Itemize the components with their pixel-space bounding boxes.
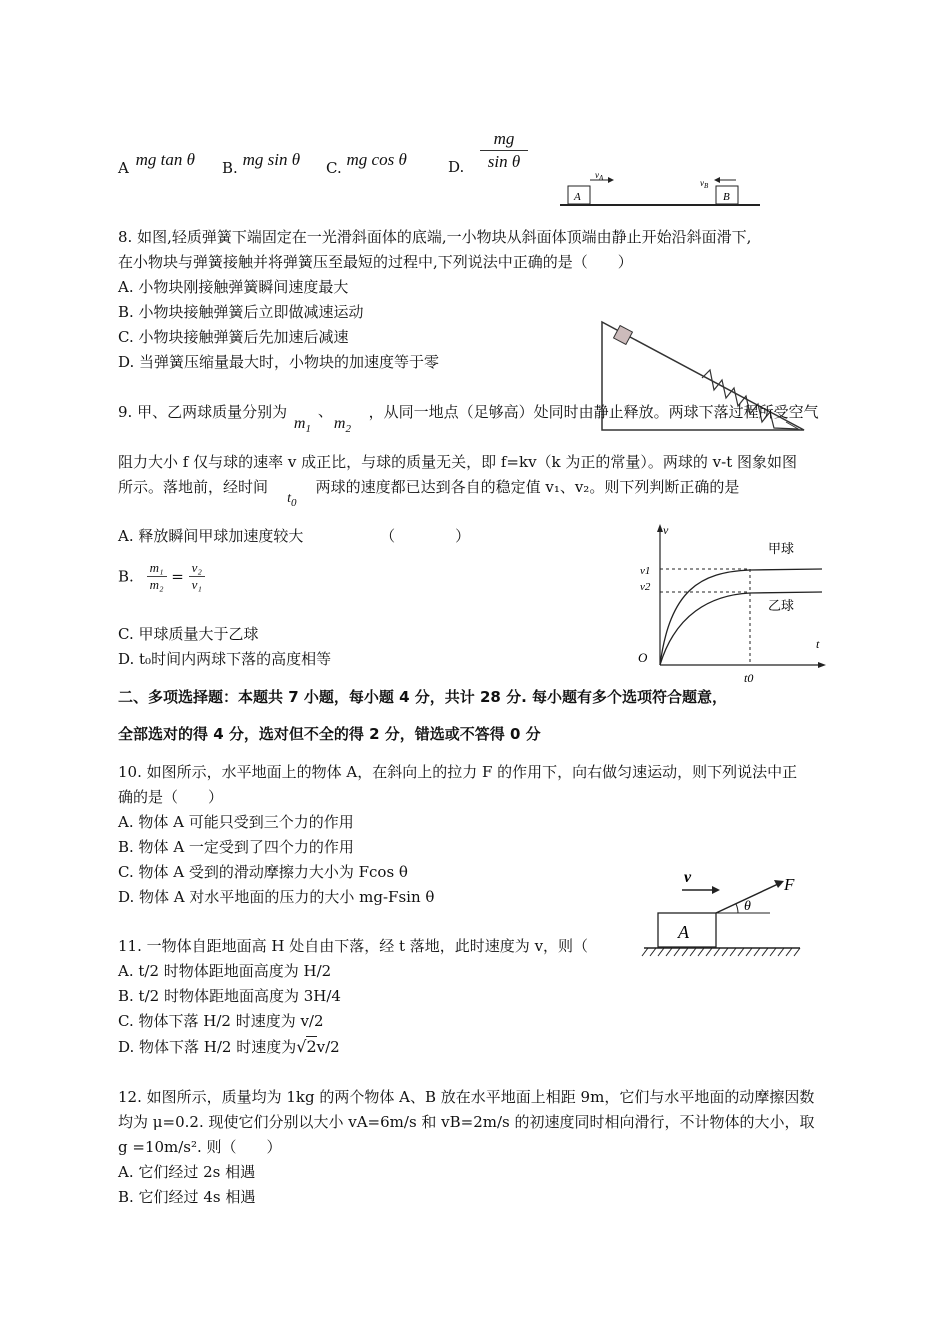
vt-origin: O: [638, 650, 648, 665]
q7-option-c-expr: mg cos θ: [346, 150, 407, 169]
q11-option-b: B. t/2 时物体距地面高度为 3H/4: [118, 987, 341, 1005]
q7-option-a: A mg tan θ: [118, 150, 195, 177]
q10-stem-line1: 10. 如图所示，水平地面上的物体 A，在斜向上的拉力 F 的作用下，向右做匀速运动，则下列说法中正: [118, 763, 798, 781]
q11-option-d-sqrt: 2: [306, 1037, 317, 1056]
vt-x-axis-label: t: [816, 637, 820, 651]
blocks-ab-figure: [560, 168, 765, 214]
q7-option-c: C. mg cos θ: [326, 150, 407, 177]
vt-y-axis-label: v: [663, 523, 669, 537]
block-b-label: B: [723, 191, 730, 203]
q8-option-b: B. 小物块接触弹簧后立即做减速运动: [118, 303, 364, 321]
q7-option-b-expr: mg sin θ: [242, 150, 301, 169]
q11-option-c: C. 物体下落 H/2 时速度为 v/2: [118, 1012, 324, 1030]
q7-option-a-expr: mg tan θ: [135, 150, 195, 169]
q10-option-c: C. 物体 A 受到的滑动摩擦力大小为 Fcos θ: [118, 863, 408, 881]
q9-m1: $m_1$: [293, 415, 311, 436]
pulled-block-figure: [640, 866, 805, 958]
q9-option-b-left-fraction: $\frac{\text{m₁}}{\text{m₂}}$: [147, 560, 167, 593]
vt-label-yi: 乙球: [768, 598, 795, 613]
vt-curve-yi: [660, 592, 822, 665]
q10-option-a: A. 物体 A 可能只受到三个力的作用: [118, 813, 354, 831]
fig-f-label: F: [784, 875, 795, 894]
q12-option-b: B. 它们经过 4s 相遇: [118, 1188, 256, 1206]
q9-option-b-right-fraction: $\frac{\text{v₂}}{\text{v₁}}$: [189, 560, 205, 593]
q9-option-a: A. 释放瞬间甲球加速度较大 （ ）: [118, 527, 471, 545]
vt-v2-tick: v2: [640, 581, 651, 593]
q9-stem-line3: 所示。落地前，经时间 $t_0$ 两球的速度都已达到各自的稳定值 v₁、v₂。则下列判断正确的是: [118, 475, 739, 506]
q10-stem-line2: 确的是（ ）: [118, 788, 224, 806]
vt-t0-tick: t0: [744, 671, 754, 685]
q9-t0: $t_0$: [287, 491, 297, 509]
q12-option-a: A. 它们经过 2s 相遇: [118, 1163, 256, 1181]
q7-option-b: B. mg sin θ: [222, 150, 301, 177]
q9-option-c: C. 甲球质量大于乙球: [118, 625, 259, 643]
fig-theta-label: θ: [744, 899, 751, 914]
q12-stem-line1: 12. 如图所示，质量均为 1kg 的两个物体 A、B 放在水平地面上相距 9m，它们与水平地面的动摩擦因数: [118, 1088, 815, 1106]
va-label: $v_A$: [595, 170, 604, 182]
q11-option-a: A. t/2 时物体距地面高度为 H/2: [118, 962, 332, 980]
section2-heading-line2: 全部选对的得 4 分，选对但不全的得 2 分，错选或不答得 0 分: [118, 725, 541, 743]
q9-stem-line2: 阻力大小 f 仅与球的速率 v 成正比，与球的质量无关，即 f=kv（k 为正的常量）。两球的 v-t 图象如图: [118, 453, 798, 471]
vt-label-jia: 甲球: [768, 541, 795, 556]
q9-m2: $m_2$: [333, 415, 351, 436]
q9-option-b: B. $\frac{\text{m₁}}{\text{m₂}}$ = $\frac{\text{v₂}}{\text{v₁}}$: [118, 560, 205, 593]
q8-stem-line1: 8. 如图,轻质弹簧下端固定在一光滑斜面体的底端,一小物块从斜面体顶端由静止开始沿斜面滑下,: [118, 228, 752, 246]
q10-option-b: B. 物体 A 一定受到了四个力的作用: [118, 838, 354, 856]
vb-label: $v_B$: [700, 178, 709, 190]
q9-stem-line1: 9. 甲、乙两球质量分别为 $m_1$ 、 $m_2$ ，从同一地点（足够高）处同时由静止释放。两球下落过程所受空气: [118, 400, 819, 425]
q10-option-d: D. 物体 A 对水平地面的压力的大小 mg-Fsin θ: [118, 888, 435, 906]
q11-option-d: D. 物体下落 H/2 时速度为√2v/2: [118, 1037, 340, 1056]
q8-option-d: D. 当弹簧压缩量最大时，小物块的加速度等于零: [118, 353, 440, 371]
vt-graph: [630, 520, 830, 685]
q8-option-c: C. 小物块接触弹簧后先加速后减速: [118, 328, 349, 346]
vt-v1-tick: v1: [640, 565, 651, 577]
q11-stem: 11. 一物体自距地面高 H 处自由下落，经 t 落地，此时速度为 v，则（: [118, 937, 589, 955]
fig-a-label: A: [678, 922, 689, 942]
q8-stem-line2: 在小物块与弹簧接触并将弹簧压至最短的过程中,下列说法中正确的是（ ）: [118, 253, 633, 271]
q8-option-a: A. 小物块刚接触弹簧瞬间速度最大: [118, 278, 349, 296]
vt-curve-jia: [660, 569, 822, 665]
fig-v-label: v: [684, 869, 692, 886]
q7-option-d: D.: [448, 158, 465, 176]
q12-stem-line2: 均为 μ=0.2. 现使它们分别以大小 vA=6m/s 和 vB=2m/s 的初速度同时相向滑行，不计物体的大小，取: [118, 1113, 815, 1131]
block-a-label: A: [574, 191, 581, 203]
q9-option-d: D. t₀时间内两球下落的高度相等: [118, 650, 332, 668]
q12-stem-line3: g =10m/s². 则（ ）: [118, 1138, 282, 1156]
section2-heading-line1: 二、多项选择题：本题共 7 小题，每小题 4 分，共计 28 分. 每小题有多个选项符合题意，: [118, 688, 728, 706]
q7-option-d-fraction: mg sin θ: [480, 128, 528, 173]
